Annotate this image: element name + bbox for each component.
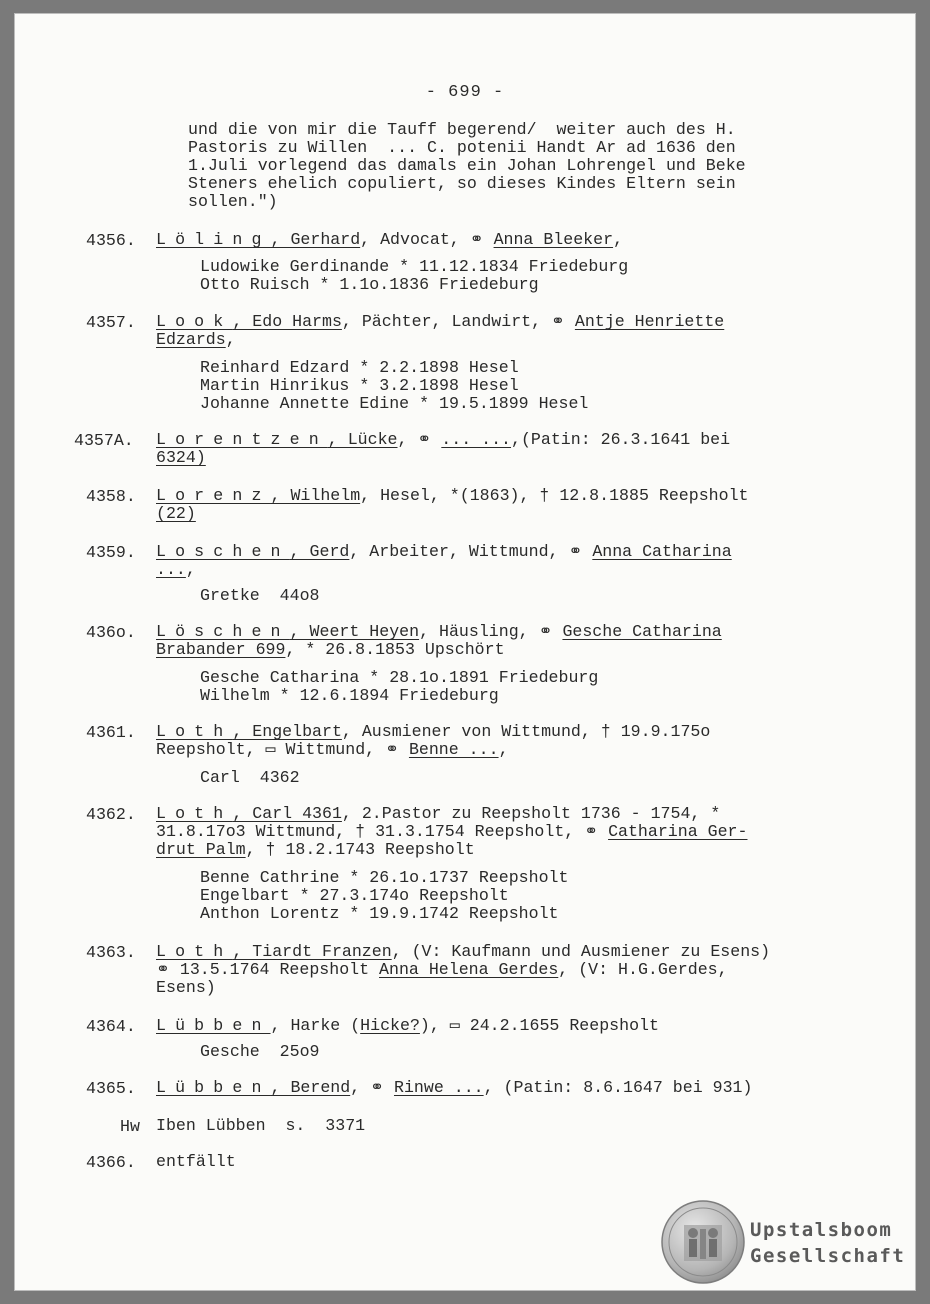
given-name: , Wilhelm (270, 486, 361, 505)
entry-continuation: Reepsholt, ▭ Wittmund, ⚭ Benne ..., (156, 740, 509, 759)
entry-number: 4356. (86, 231, 136, 250)
entry-continuation: Esens) (156, 978, 216, 997)
child-line: Benne Cathrine * 26.1o.1737 Reepsholt (200, 868, 569, 887)
given-name: , Weert Heyen (289, 622, 420, 641)
given-name: , Lücke (327, 430, 398, 449)
given-name: , Tiardt Franzen (232, 942, 392, 961)
child-line: Gesche 25o9 (200, 1042, 320, 1061)
spouse: Catharina Ger- (608, 822, 748, 841)
surname: Loth (156, 942, 233, 961)
entry-number: 4366. (86, 1153, 136, 1172)
entry-number: 4365. (86, 1079, 136, 1098)
entry-number: 4361. (86, 723, 136, 742)
child-line: Gesche Catharina * 28.1o.1891 Friedeburg (200, 668, 599, 687)
society-seal-icon (660, 1199, 746, 1285)
entry-continuation: ..., (156, 560, 196, 579)
entry-number: 4357. (86, 313, 136, 332)
surname: Lorenz (156, 486, 271, 505)
spouse: Rinwe ... (393, 1078, 484, 1097)
given-name: , Gerd (289, 542, 350, 561)
child-line: Reinhard Edzard * 2.2.1898 Hesel (200, 358, 519, 377)
entry-number: 4364. (86, 1017, 136, 1036)
entry-heading: Loth, Engelbart, Ausmiener von Wittmund, † 19.9.175o (156, 722, 711, 741)
brand-line-2: Gesellschaft (750, 1245, 906, 1267)
intro-line: Pastoris zu Willen ... C. potenii Handt Ar ad 1636 den (188, 138, 736, 157)
child-line: Ludowike Gerdinande * 11.12.1834 Friedeburg (200, 257, 629, 276)
entry-number: 4363. (86, 943, 136, 962)
child-line: Wilhelm * 12.6.1894 Friedeburg (200, 686, 499, 705)
child-line: Johanne Annette Edine * 19.5.1899 Hesel (200, 394, 589, 413)
entry-continuation: 6324) (156, 448, 206, 467)
entry-heading: Lorenz, Wilhelm, Hesel, *(1863), † 12.8.1885 Reepsholt (156, 486, 749, 505)
entry-number: 4362. (86, 805, 136, 824)
child-line: Engelbart * 27.3.174o Reepsholt (200, 886, 509, 905)
entry-heading: Lorentzen, Lücke, ⚭ ... ...,(Patin: 26.3.1641 bei (156, 430, 731, 449)
entry-continuation: drut Palm, † 18.2.1743 Reepsholt (156, 840, 475, 859)
child-line: Anthon Lorentz * 19.9.1742 Reepsholt (200, 904, 559, 923)
brand-line-1: Upstalsboom (750, 1219, 893, 1241)
intro-line: 1.Juli vorlegend das damals ein Johan Lohrengel und Beke (188, 156, 746, 175)
entry-heading: Loschen, Gerd, Arbeiter, Wittmund, ⚭ Anna Catharina (156, 542, 732, 561)
entry-heading: Löschen, Weert Heyen, Häusling, ⚭ Gesche Catharina (156, 622, 722, 641)
entry-continuation: (22) (156, 504, 196, 523)
spouse: ... ... (441, 430, 512, 449)
spouse: Antje Henriette (574, 312, 725, 331)
entry-continuation: ⚭ 13.5.1764 Reepsholt Anna Helena Gerdes, (V: H.G.Gerdes, (156, 960, 728, 979)
surname: Löschen (156, 622, 290, 641)
surname: Look (156, 312, 233, 331)
spouse: Anna Catharina (592, 542, 732, 561)
surname: Lübben (156, 1078, 271, 1097)
page-number: - 699 - (425, 83, 505, 102)
document-page (14, 13, 916, 1291)
entry-continuation: Brabander 699, * 26.8.1853 Upschört (156, 640, 505, 659)
surname: Loschen (156, 542, 290, 561)
given-name: , Engelbart (232, 722, 342, 741)
surname: Loth (156, 804, 233, 823)
entry-heading: Lübben, Berend, ⚭ Rinwe ..., (Patin: 8.6.1647 bei 931) (156, 1078, 753, 1097)
entry-heading: Loth, Carl 4361, 2.Pastor zu Reepsholt 1736 - 1754, * (156, 804, 721, 823)
surname: Löling (156, 230, 271, 249)
child-line: Martin Hinrikus * 3.2.1898 Hesel (200, 376, 519, 395)
intro-line: und die von mir die Tauff begerend/ weiter auch des H. (188, 120, 736, 139)
entry-text: entfällt (156, 1152, 236, 1171)
spouse: Anna Bleeker (493, 230, 614, 249)
intro-line: sollen.") (188, 192, 278, 211)
spouse: Anna Helena Gerdes (379, 960, 559, 979)
given-name: , Berend (270, 1078, 351, 1097)
given-name: , Carl 4361 (232, 804, 342, 823)
hw-label: Hw (120, 1117, 140, 1136)
surname: Lübben (156, 1016, 271, 1035)
spouse: drut Palm (156, 840, 246, 859)
entry-number: 4359. (86, 543, 136, 562)
surname: Lorentzen (156, 430, 328, 449)
entry-number: 436o. (86, 623, 136, 642)
entry-continuation: 31.8.17o3 Wittmund, † 31.3.1754 Reepsholt, ⚭ Catharina Ger- (156, 822, 748, 841)
spouse: Benne ... (408, 740, 499, 759)
entry-number: 4358. (86, 487, 136, 506)
intro-line: Steners ehelich copuliert, so dieses Kindes Eltern sein (188, 174, 736, 193)
child-line: Gretke 44o8 (200, 586, 320, 605)
entry-heading: Löling, Gerhard, Advocat, ⚭ Anna Bleeker, (156, 230, 624, 249)
spouse: Gesche Catharina (562, 622, 722, 641)
surname: Loth (156, 722, 233, 741)
given-name: , Edo Harms (232, 312, 342, 331)
child-line: Carl 4362 (200, 768, 300, 787)
entry-number: 4357A. (74, 431, 134, 450)
entry-heading: Loth, Tiardt Franzen, (V: Kaufmann und Ausmiener zu Esens) (156, 942, 771, 961)
entry-continuation: Edzards, (156, 330, 236, 349)
child-line: Otto Ruisch * 1.1o.1836 Friedeburg (200, 275, 539, 294)
entry-heading: Lübben, Harke (Hicke?), ▭ 24.2.1655 Reepsholt (156, 1016, 659, 1035)
given-name: , Gerhard (270, 230, 361, 249)
spouse: Edzards (156, 330, 226, 349)
hw-text: Iben Lübben s. 3371 (156, 1116, 366, 1135)
entry-heading: Look, Edo Harms, Pächter, Landwirt, ⚭ Antje Henriette (156, 312, 725, 331)
